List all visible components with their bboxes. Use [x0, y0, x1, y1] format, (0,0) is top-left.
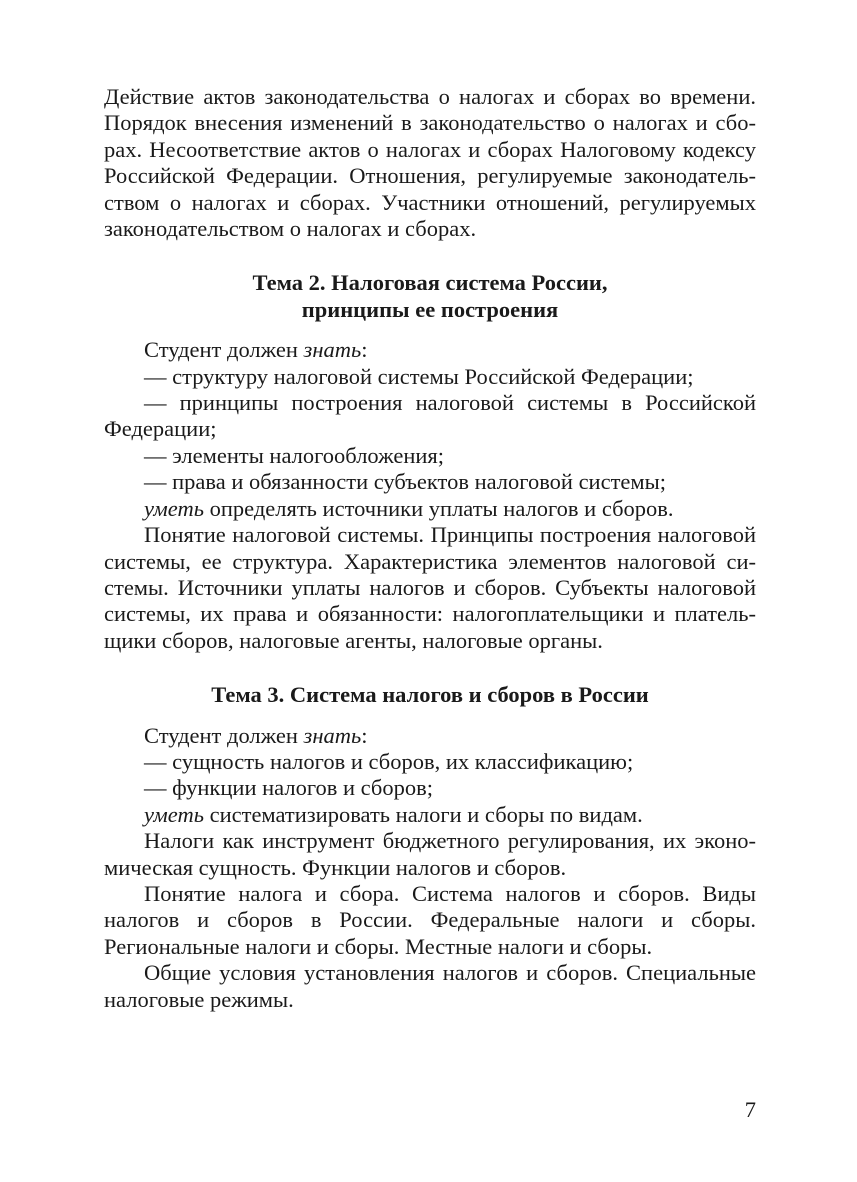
intro-paragraph: Действие актов законодательства о налогах и сборах во времени. Порядок внесения изменений в законодательство о налогах и сборах. Несоответствие актов о налогах и сборах Налоговому кодексу Российской Федерации. Отношения, регулируемые законодательством о налогах и сборах. Участники отношений, регулируемых законодательством о налогах и сборах. [104, 84, 756, 242]
topic2-know-item: — принципы построения налоговой системы в Российской Федерации; [104, 390, 756, 442]
topic3-student-line [104, 723, 756, 749]
topic2-student-line [104, 337, 756, 363]
topic3-student-suffix: : [361, 722, 368, 748]
topic3-able-line [104, 802, 756, 828]
topic2-content-paragraph: Понятие налоговой системы. Принципы построения налоговой системы, ее структура. Характеристика элементов налоговой системы. Источники уплаты налогов и сборов. Субъекты налоговой системы, их права и обязанности: налогоплательщики и плательщики сборов, налоговые агенты, налоговые органы. [104, 522, 756, 653]
topic2-heading [104, 270, 756, 323]
topic2-know-word: знать [303, 337, 362, 363]
topic3-heading: Тема 3. Система налогов и сборов в России [211, 682, 649, 708]
topic2-title-line2: принципы ее построения [301, 296, 559, 322]
topic3-know-word: знать [303, 722, 362, 748]
topic2-able-text: определять источники уплаты налогов и сборов. [203, 495, 674, 521]
page-body [104, 84, 756, 1013]
topic2-student-prefix: Студент должен [144, 337, 304, 363]
topic3-paragraph: Налоги как инструмент бюджетного регулирования, их экономическая сущность. Функции налогов и сборов. [104, 828, 756, 880]
topic3-know-item: — сущность налогов и сборов, их классификацию; [144, 748, 634, 774]
topic3-paragraph: Общие условия установления налогов и сборов. Специальные налоговые режимы. [104, 960, 756, 1012]
topic3-paragraph: Понятие налога и сбора. Система налогов и сборов. Виды налогов и сборов в России. Федеральные налоги и сборы. Региональные налоги и сборы. Местные налоги и сборы. [104, 880, 756, 959]
topic2-know-item: — права и обязанности субъектов налоговой системы; [144, 469, 667, 495]
topic2-able-word: уметь [144, 495, 204, 521]
topic3-student-prefix: Студент должен [144, 722, 304, 748]
topic2-title-line1: Тема 2. Налоговая система России, [252, 270, 608, 296]
topic3-know-item: — функции налогов и сборов; [144, 775, 433, 801]
topic2-student-suffix: : [361, 337, 368, 363]
topic3-able-word: уметь [144, 801, 204, 827]
page-number: 7 [744, 1097, 756, 1122]
topic2-able-line [104, 496, 756, 522]
topic3-able-text: систематизировать налоги и сборы по видам. [203, 801, 643, 827]
topic2-know-item: — элементы налогообложения; [144, 442, 445, 468]
topic2-know-item: — структуру налоговой системы Российской Федерации; [144, 363, 694, 389]
